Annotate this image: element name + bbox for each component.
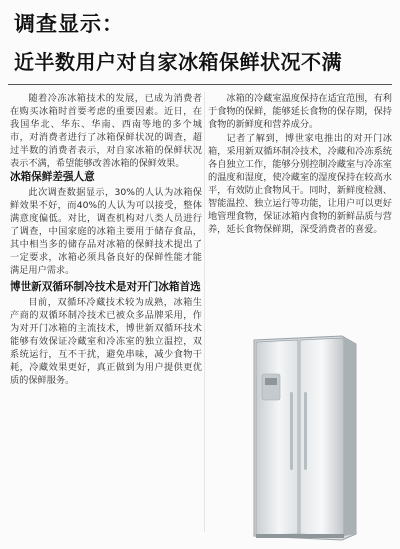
article-left-column bbox=[10, 92, 202, 544]
column-separator bbox=[204, 92, 205, 532]
article-headline: 近半数用户对自家冰箱保鲜状况不满 bbox=[14, 50, 342, 74]
article-right-column bbox=[208, 92, 392, 320]
headline-divider bbox=[8, 84, 392, 85]
subhead-bosch: 博世新双循环制冷技术是对开门冰箱首选 bbox=[10, 281, 201, 293]
article-kicker: 调查显示： bbox=[14, 12, 124, 36]
fridge-side bbox=[344, 338, 356, 536]
intro-paragraph: 随着冷冻冰箱技术的发展，已成为消费者在购买冰箱时首要考虑的重要因素。近日，在我国华北、华东、华南、西南等地的多个城市，对消费者进行了冰箱保鲜状况的调查，超过半数的消费者表示，对自家冰箱的保鲜状况表示不满，希望能够改善冰箱的保鲜效果。 bbox=[10, 93, 202, 169]
survey-paragraph: 此次调查数据显示，30%的人认为冰箱保鲜效果不好，而40%的人认为可以接受，整体满意度偏低。对比，调查机构对八类人员进行了调查，中国家庭的冰箱主要用于储存食品，其中相当多的储存品对冰箱的保鲜技术提出了一定要求，冰箱必须具备良好的保鲜性能才能满足用户需求。 bbox=[10, 187, 202, 276]
subhead-freshness: 冰箱保鲜差强人意 bbox=[10, 171, 95, 183]
right-handle-icon bbox=[304, 392, 307, 470]
right-paragraph-1: 冰箱的冷藏室温度保持在适宜范围，有利于食物的保鲜，能够延长食物的保存期，保持食物的新鲜度和营养成分。 bbox=[208, 93, 392, 130]
left-handle-icon bbox=[290, 392, 293, 470]
refrigerator-image bbox=[244, 330, 360, 544]
right-paragraph-2: 记者了解到，博世家电推出的对开门冰箱，采用新双循环制冷技术，冷藏和冷冻系统各自独立工作，能够分别控制冷藏室与冷冻室的温度和湿度，使冷藏室的湿度保持在较高水平，有效防止食物风干。同时，新鲜度检测、智能温控、独立运行等功能，让用户可以更好地管理食物，保证冰箱内食物的新鲜品质与营养，延长食物保鲜期，深受消费者的喜爱。 bbox=[208, 133, 392, 235]
refrigerator-photo bbox=[244, 330, 360, 544]
dispenser-icon bbox=[262, 374, 280, 400]
display-panel-icon bbox=[265, 378, 277, 385]
bosch-paragraph: 目前，双循环冷藏技术较为成熟，冰箱生产商的双循环制冷技术已被众多品牌采用，作为对开门冰箱的主流技术，博世新双循环技术能够有效保证冷藏室和冷冻室的独立温控，双系统运行，互不干扰，避免串味，减少食物干耗，冷藏效果更好，真正做到为用户提供更优质的保鲜服务。 bbox=[10, 297, 202, 386]
fridge-base bbox=[256, 534, 344, 538]
